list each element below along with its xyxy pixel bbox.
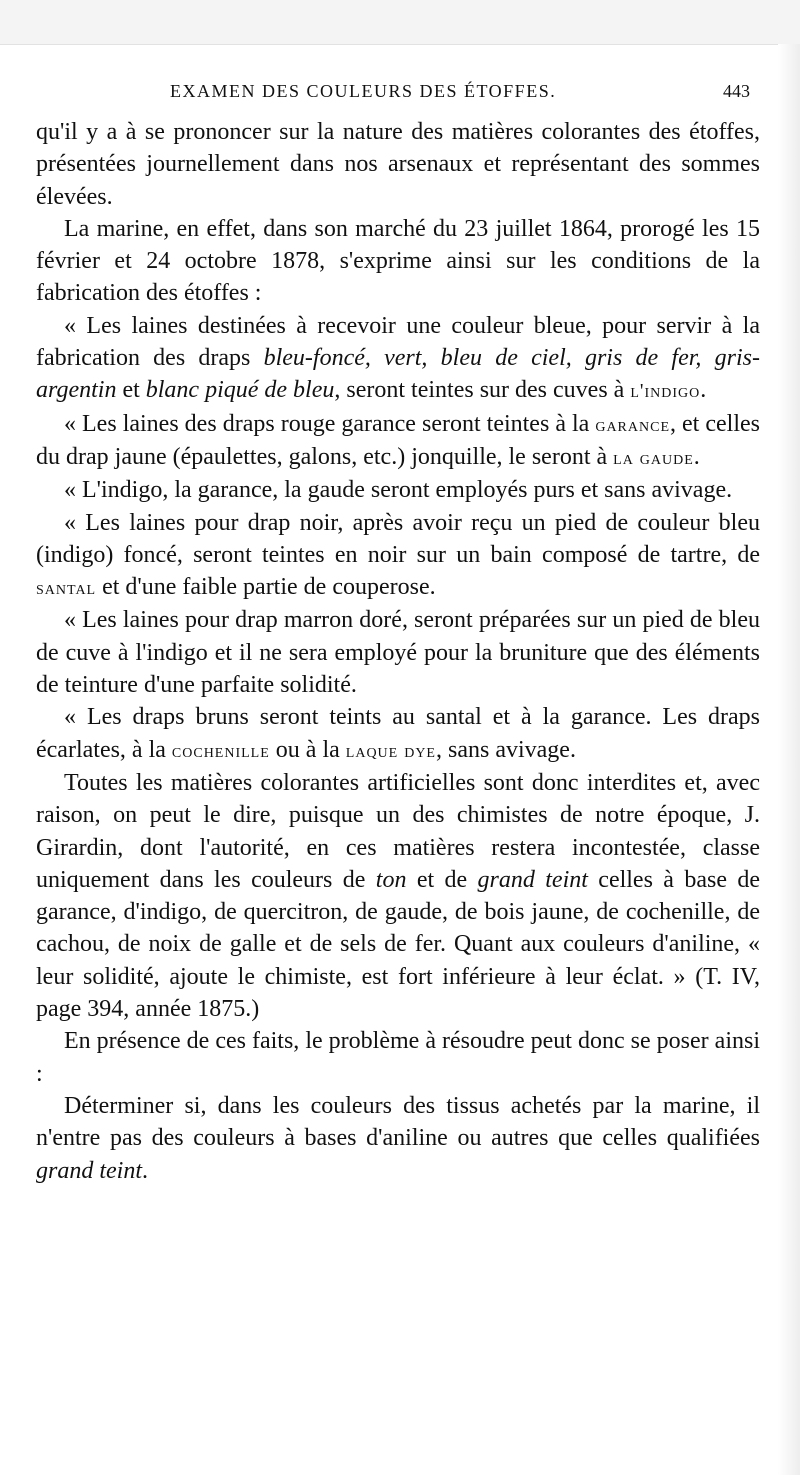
italic-term: grand teint — [477, 866, 588, 893]
page-number: 443 — [723, 81, 750, 101]
running-title: EXAMEN DES COULEURS DES ÉTOFFES. — [170, 81, 557, 101]
text-run: ou à la — [269, 736, 346, 763]
text-run: qu'il y a à se prononcer sur la nature des matières colorantes des étoffes, présentées journellement dans nos arsenaux et représentant des sommes élevées. — [36, 119, 760, 210]
text-run: « Les laines des draps rouge garance seront teintes à la — [64, 410, 596, 437]
text-run: . — [142, 1157, 148, 1184]
small-caps-term: l'indigo — [630, 380, 701, 403]
paragraph — [36, 1090, 760, 1187]
text-run: . — [700, 377, 707, 404]
text-run: « Les laines destinées à recevoir une couleur bleue, pour servir à la fabrication des draps — [36, 312, 760, 372]
text-run: « L'indigo, la garance, la gaude seront employés purs et sans avivage. — [64, 477, 733, 504]
text-run: et — [116, 377, 146, 404]
italic-term: bleu-foncé, vert, bleu de ciel, gris de fer, gris-argentin — [36, 345, 760, 404]
text-run: et de — [406, 866, 478, 893]
paragraph — [36, 1025, 760, 1090]
text-run: « Les laines pour drap marron doré, seront préparées sur un pied de bleu de cuve à l'indigo et il ne sera employé pour la bruniture que des éléments de teinture d'une parfaite solidité. — [36, 607, 760, 699]
italic-term: ton — [375, 866, 407, 893]
text-run: , seront teintes sur des cuves à — [334, 377, 631, 404]
text-run: La marine, en effet, dans son marché du 23 juillet 1864, prorogé les 15 février et 24 octobre 1878, s'exprime ainsi sur les conditions de la fabrication des étoffes : — [36, 215, 760, 307]
text-run: Déterminer si, dans les couleurs des tissus achetés par la marine, il n'entre pas des couleurs à bases d'aniline ou autres que celles qualifiées — [36, 1092, 760, 1152]
small-caps-term: la gaude — [613, 446, 694, 469]
paragraph — [36, 213, 760, 310]
quoted-paragraph — [36, 408, 760, 475]
paragraph — [36, 116, 760, 213]
small-caps-term: laque dye — [345, 739, 436, 762]
quoted-paragraph — [36, 604, 760, 701]
small-caps-term: cochenille — [171, 739, 270, 762]
paragraph — [36, 767, 760, 1025]
page-header — [170, 81, 750, 109]
text-run: celles à base de garance, d'indigo, de quercitron, de gaude, de bois jaune, de cochenille, de cachou, de noix de galle et de sels de fer. Quant aux couleurs d'aniline, « leur solidité, ajoute le chimiste, est fort inférieure à leur éclat. » (T. IV, page 394, année 1875.) — [36, 866, 760, 1023]
body-text — [36, 116, 760, 1187]
quoted-paragraph — [36, 474, 760, 506]
text-run: . — [693, 443, 700, 470]
small-caps-term: santal — [36, 577, 97, 600]
text-run: En présence de ces faits, le problème à résoudre peut donc se poser ainsi : — [36, 1028, 760, 1087]
text-run: et d'une faible partie de couperose. — [96, 574, 436, 601]
text-run: , et celles du drap jaune (épaulettes, galons, etc.) jonquille, le seront à — [36, 410, 760, 470]
text-run: , sans avivage. — [436, 736, 576, 763]
small-caps-term: garance — [595, 413, 670, 436]
quoted-paragraph — [36, 310, 760, 408]
text-run: « Les draps bruns seront teints au santal et à la garance. Les draps écarlates, à la — [36, 704, 760, 763]
quoted-paragraph — [36, 507, 760, 605]
italic-term: blanc piqué de bleu — [145, 377, 335, 404]
italic-term: grand teint — [36, 1157, 142, 1184]
text-run: « Les laines pour drap noir, après avoir reçu un pied de couleur bleu (indigo) foncé, seront teintes en noir sur un bain composé de tartre, de — [36, 509, 760, 568]
text-run: Toutes les matières colorantes artificielles sont donc interdites et, avec raison, on peut le dire, puisque un des chimistes de notre époque, J. Girardin, dont l'autorité, en ces matières restera incontestée, classe uniquement dans les couleurs de — [36, 769, 760, 893]
quoted-paragraph — [36, 701, 760, 767]
